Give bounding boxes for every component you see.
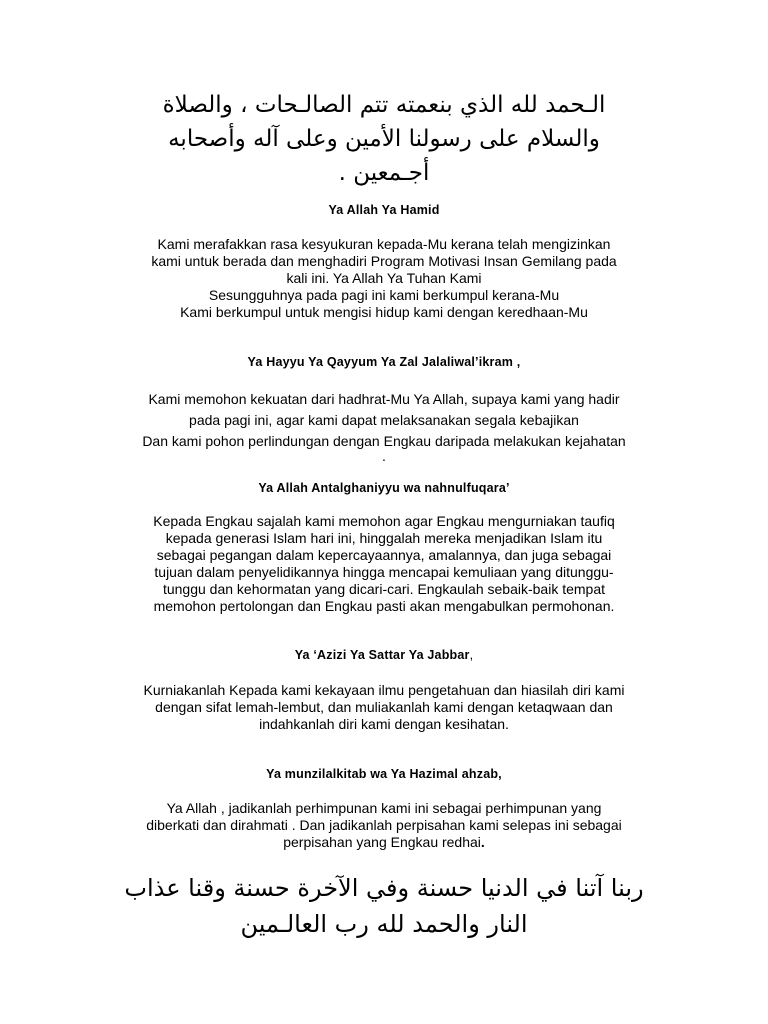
section-heading-antalghaniyyu: Ya Allah Antalghaniyyu wa nahnulfuqara’ <box>258 481 510 495</box>
heading-text: Ya ‘Azizi Ya Sattar Ya Jabbar <box>294 648 470 662</box>
paragraph-line: Dan kami pohon perlindungan dengan Engkau daripada melakukan kejahatan <box>142 433 626 449</box>
paragraph-line: tujuan dalam penyelidikannya hingga mencapai kemuliaan yang ditunggu- <box>154 564 614 580</box>
section-paragraph-5 <box>100 800 668 851</box>
paragraph-line: kepada generasi Islam hari ini, hinggalah mereka menjadikan Islam itu <box>165 530 603 546</box>
paragraph-line: sebagai pegangan dalam kepercayaannya, amalannya, dan juga sebagai <box>156 547 612 563</box>
section-paragraph-2 <box>100 389 668 464</box>
section-paragraph-3 <box>100 513 668 615</box>
section-heading-ya-allah-ya-hamid: Ya Allah Ya Hamid <box>328 203 440 217</box>
paragraph-line: dengan sifat lemah-lembut, dan muliakanlah kami dengan ketaqwaan dan <box>155 699 613 715</box>
opening-dua-line-3: أجـمعين . <box>338 160 430 186</box>
section-paragraph-4 <box>100 682 668 733</box>
paragraph-line: Ya Allah , jadikanlah perhimpunan kami ini sebagai perhimpunan yang <box>166 800 602 816</box>
paragraph-line: Kurniakanlah Kepada kami kekayaan ilmu pengetahuan dan hiasilah diri kami <box>143 682 625 698</box>
paragraph-line: memohon pertolongan dan Engkau pasti akan mengabulkan permohonan. <box>153 598 615 614</box>
section-heading-ya-munzilalkitab: Ya munzilalkitab wa Ya Hazimal ahzab, <box>266 767 502 781</box>
opening-dua-line-2: والسلام على رسولنا الأمين وعلى آله وأصحابه <box>168 126 600 152</box>
paragraph-line: Kami memohon kekuatan dari hadhrat-Mu Ya Allah, supaya kami yang hadir <box>148 391 620 407</box>
closing-dua-line-1: ربنا آتنا في الدنيا حسنة وفي الآخرة حسنة وقنا عذاب <box>124 874 644 902</box>
closing-dua <box>90 870 678 942</box>
opening-dua-line-1: الـحمد لله الذي بنعمته تتم الصالـحات ، والصلاة <box>162 92 606 118</box>
paragraph-line: kami untuk berada dan menghadiri Program Motivasi Insan Gemilang pada <box>151 253 617 269</box>
heading-comma: , <box>469 648 474 662</box>
closing-period: . <box>480 834 485 850</box>
closing-dua-line-2: النار والحمد لله رب العالـمين <box>240 910 528 938</box>
opening-dua <box>110 88 658 190</box>
paragraph-line-last <box>100 834 668 851</box>
paragraph-line-text: perpisahan yang Engkau redhai <box>283 834 481 850</box>
section-paragraph-1 <box>100 236 668 321</box>
paragraph-line: pada pagi ini, agar kami dapat melaksanakan segala kebajikan <box>189 412 579 428</box>
paragraph-line: diberkati dan dirahmati . Dan jadikanlah perpisahan kami selepas ini sebagai <box>146 817 622 833</box>
paragraph-line: . <box>382 448 386 464</box>
section-heading-ya-hayyu: Ya Hayyu Ya Qayyum Ya Zal Jalaliwal’ikram , <box>247 355 521 369</box>
paragraph-line: Kami berkumpul untuk mengisi hidup kami dengan keredhaan-Mu <box>180 304 588 320</box>
paragraph-line: Kepada Engkau sajalah kami memohon agar Engkau mengurniakan taufiq <box>153 513 615 529</box>
paragraph-line: Kami merafakkan rasa kesyukuran kepada-Mu kerana telah mengizinkan <box>157 236 611 252</box>
section-heading-ya-azizi <box>100 648 668 662</box>
paragraph-line: tunggu dan kehormatan yang dicari-cari. Engkaulah sebaik-baik tempat <box>162 581 606 597</box>
paragraph-line: kali ini. Ya Allah Ya Tuhan Kami <box>286 270 482 286</box>
paragraph-line: indahkanlah diri kami dengan kesihatan. <box>259 716 509 732</box>
paragraph-line: Sesungguhnya pada pagi ini kami berkumpul kerana-Mu <box>208 287 560 303</box>
